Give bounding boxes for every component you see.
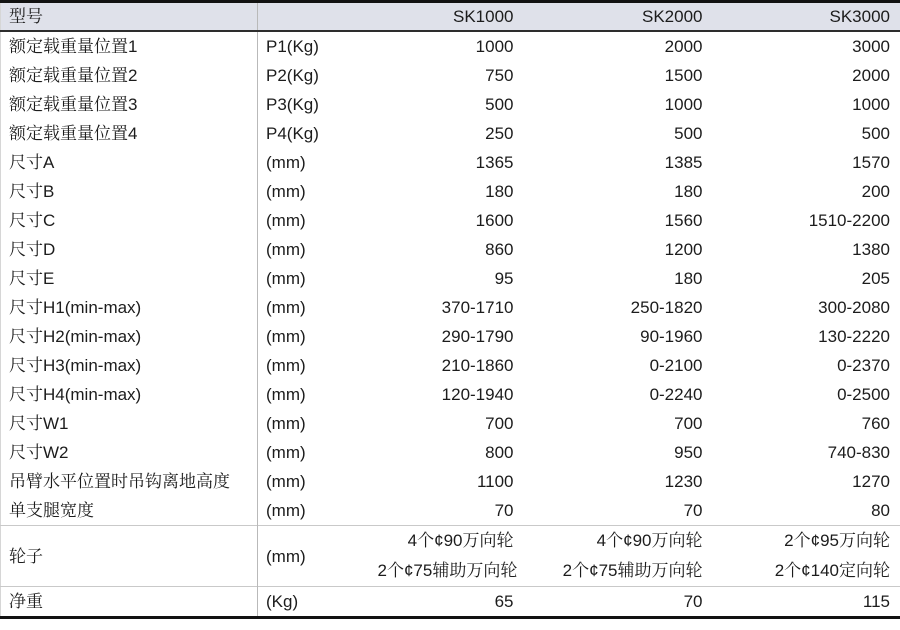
cell-sk1000: 800 xyxy=(485,443,514,462)
table-row-leg-width xyxy=(1,496,900,526)
cell-sk3000: 1270 xyxy=(852,472,890,491)
cell-sk3000 xyxy=(713,526,900,587)
row-unit: (mm) xyxy=(266,472,306,491)
cell-sk3000: 300-2080 xyxy=(818,298,890,317)
cell-sk3000: 0-2500 xyxy=(837,385,890,404)
row-label: 额定载重量位置3 xyxy=(1,90,258,119)
row-unit: P4(Kg) xyxy=(266,124,319,143)
cell-sk3000: 760 xyxy=(861,414,890,433)
table-row-dim-h1 xyxy=(1,293,900,322)
row-unit: (mm) xyxy=(266,298,306,317)
table-row-wheels xyxy=(1,526,900,587)
header-col-sk1000: SK1000 xyxy=(368,2,524,32)
header-model-label: 型号 xyxy=(1,2,258,32)
cell-sk1000: 290-1790 xyxy=(441,327,514,346)
cell-sk2000: 1230 xyxy=(664,472,703,491)
row-label: 尺寸H2(min-max) xyxy=(1,322,258,351)
cell-sk1000: 250 xyxy=(485,124,514,143)
row-unit: (mm) xyxy=(266,356,306,375)
table-row-hook-height xyxy=(1,467,900,496)
row-unit: (mm) xyxy=(266,182,306,201)
cell-sk3000: 130-2220 xyxy=(818,327,890,346)
cell-sk1000: 1365 xyxy=(475,153,514,172)
cell-sk2000: 950 xyxy=(674,443,703,462)
cell-sk3000: 1380 xyxy=(852,240,890,259)
row-unit: (mm) xyxy=(266,211,306,230)
table-row-rated-load-p1 xyxy=(1,31,900,61)
cell-sk1000: 860 xyxy=(485,240,514,259)
row-label: 尺寸C xyxy=(1,206,258,235)
cell-sk2000: 0-2100 xyxy=(649,356,703,375)
row-label: 尺寸W2 xyxy=(1,438,258,467)
cell-sk3000: 3000 xyxy=(852,37,890,56)
cell-sk3000: 115 xyxy=(713,587,900,618)
table-row-dim-w1 xyxy=(1,409,900,438)
cell-sk3000: 205 xyxy=(861,269,890,288)
cell-sk2000: 1385 xyxy=(664,153,703,172)
header-unit-cell xyxy=(258,2,368,32)
cell-sk1000: 700 xyxy=(485,414,514,433)
row-unit: P3(Kg) xyxy=(266,95,319,114)
row-unit: (mm) xyxy=(266,240,306,259)
cell-sk1000: 210-1860 xyxy=(441,356,514,375)
cell-sk3000: 2000 xyxy=(852,66,890,85)
cell-sk1000 xyxy=(368,526,524,587)
row-label: 尺寸H3(min-max) xyxy=(1,351,258,380)
row-label: 尺寸D xyxy=(1,235,258,264)
wheel-line-2: 2个¢140定向轮 xyxy=(774,561,890,580)
table-row-dim-b xyxy=(1,177,900,206)
table-row-dim-h2 xyxy=(1,322,900,351)
cell-sk2000: 2000 xyxy=(664,37,703,56)
row-label: 额定载重量位置4 xyxy=(1,119,258,148)
row-unit: (mm) xyxy=(266,385,306,404)
cell-sk3000: 0-2370 xyxy=(837,356,890,375)
table-row-rated-load-p4 xyxy=(1,119,900,148)
cell-sk3000: 1000 xyxy=(852,95,890,114)
cell-sk2000: 500 xyxy=(674,124,703,143)
row-unit: (mm) xyxy=(258,526,368,587)
row-label: 尺寸H4(min-max) xyxy=(1,380,258,409)
row-label: 单支腿宽度 xyxy=(1,496,258,526)
row-unit: P2(Kg) xyxy=(266,66,319,85)
cell-sk3000: 740-830 xyxy=(827,443,890,462)
row-label: 额定载重量位置1 xyxy=(1,31,258,61)
row-unit: P1(Kg) xyxy=(266,37,319,56)
row-label: 尺寸B xyxy=(1,177,258,206)
cell-sk2000: 70 xyxy=(524,587,713,618)
table-row-net-weight xyxy=(1,587,900,618)
cell-sk1000: 370-1710 xyxy=(441,298,514,317)
cell-sk3000: 1570 xyxy=(852,153,890,172)
cell-sk1000: 95 xyxy=(494,269,514,288)
cell-sk3000: 200 xyxy=(861,182,890,201)
table-row-dim-d xyxy=(1,235,900,264)
cell-sk1000: 500 xyxy=(485,95,514,114)
cell-sk2000: 250-1820 xyxy=(630,298,703,317)
cell-sk2000: 1560 xyxy=(664,211,703,230)
table-row-rated-load-p2 xyxy=(1,61,900,90)
wheel-line-1: 2个¢95万向轮 xyxy=(784,531,890,550)
cell-sk2000: 1500 xyxy=(664,66,703,85)
row-unit: (mm) xyxy=(266,501,306,520)
row-label: 净重 xyxy=(1,587,258,618)
row-label: 吊臂水平位置时吊钩离地高度 xyxy=(1,467,258,496)
row-unit: (mm) xyxy=(266,443,306,462)
table-row-dim-h4 xyxy=(1,380,900,409)
wheel-line-1: 4个¢90万向轮 xyxy=(407,531,514,550)
cell-sk1000: 120-1940 xyxy=(441,385,514,404)
wheel-line-2: 2个¢75辅助万向轮 xyxy=(377,561,518,580)
header-col-sk3000: SK3000 xyxy=(713,2,900,32)
cell-sk3000: 1510-2200 xyxy=(808,211,890,230)
cell-sk1000: 1100 xyxy=(476,472,514,491)
row-unit: (mm) xyxy=(266,269,306,288)
row-unit: (Kg) xyxy=(258,587,368,618)
cell-sk2000: 1200 xyxy=(664,240,703,259)
row-label: 轮子 xyxy=(1,526,258,587)
cell-sk2000: 0-2240 xyxy=(649,385,703,404)
row-label: 尺寸W1 xyxy=(1,409,258,438)
cell-sk1000: 1000 xyxy=(475,37,514,56)
row-label: 尺寸H1(min-max) xyxy=(1,293,258,322)
header-row xyxy=(1,2,900,32)
cell-sk2000: 70 xyxy=(683,501,703,520)
cell-sk1000: 70 xyxy=(494,501,514,520)
cell-sk2000: 700 xyxy=(674,414,703,433)
cell-sk1000: 65 xyxy=(368,587,524,618)
cell-sk3000: 80 xyxy=(871,501,890,520)
wheel-line-2: 2个¢75辅助万向轮 xyxy=(562,561,703,580)
cell-sk2000 xyxy=(524,526,713,587)
cell-sk2000: 90-1960 xyxy=(640,327,703,346)
cell-sk3000: 500 xyxy=(861,124,890,143)
row-unit: (mm) xyxy=(266,153,306,172)
wheel-line-1: 4个¢90万向轮 xyxy=(596,531,703,550)
row-label: 尺寸E xyxy=(1,264,258,293)
cell-sk2000: 180 xyxy=(674,182,703,201)
cell-sk2000: 1000 xyxy=(664,95,703,114)
table-row-dim-h3 xyxy=(1,351,900,380)
table-row-rated-load-p3 xyxy=(1,90,900,119)
cell-sk1000: 180 xyxy=(485,182,514,201)
table-row-dim-c xyxy=(1,206,900,235)
row-label: 额定载重量位置2 xyxy=(1,61,258,90)
cell-sk1000: 750 xyxy=(485,66,514,85)
table-row-dim-e xyxy=(1,264,900,293)
row-unit: (mm) xyxy=(266,327,306,346)
row-label: 尺寸A xyxy=(1,148,258,177)
row-unit: (mm) xyxy=(266,414,306,433)
cell-sk1000: 1600 xyxy=(475,211,514,230)
table-row-dim-a xyxy=(1,148,900,177)
table-row-dim-w2 xyxy=(1,438,900,467)
cell-sk2000: 180 xyxy=(674,269,703,288)
header-col-sk2000: SK2000 xyxy=(524,2,713,32)
